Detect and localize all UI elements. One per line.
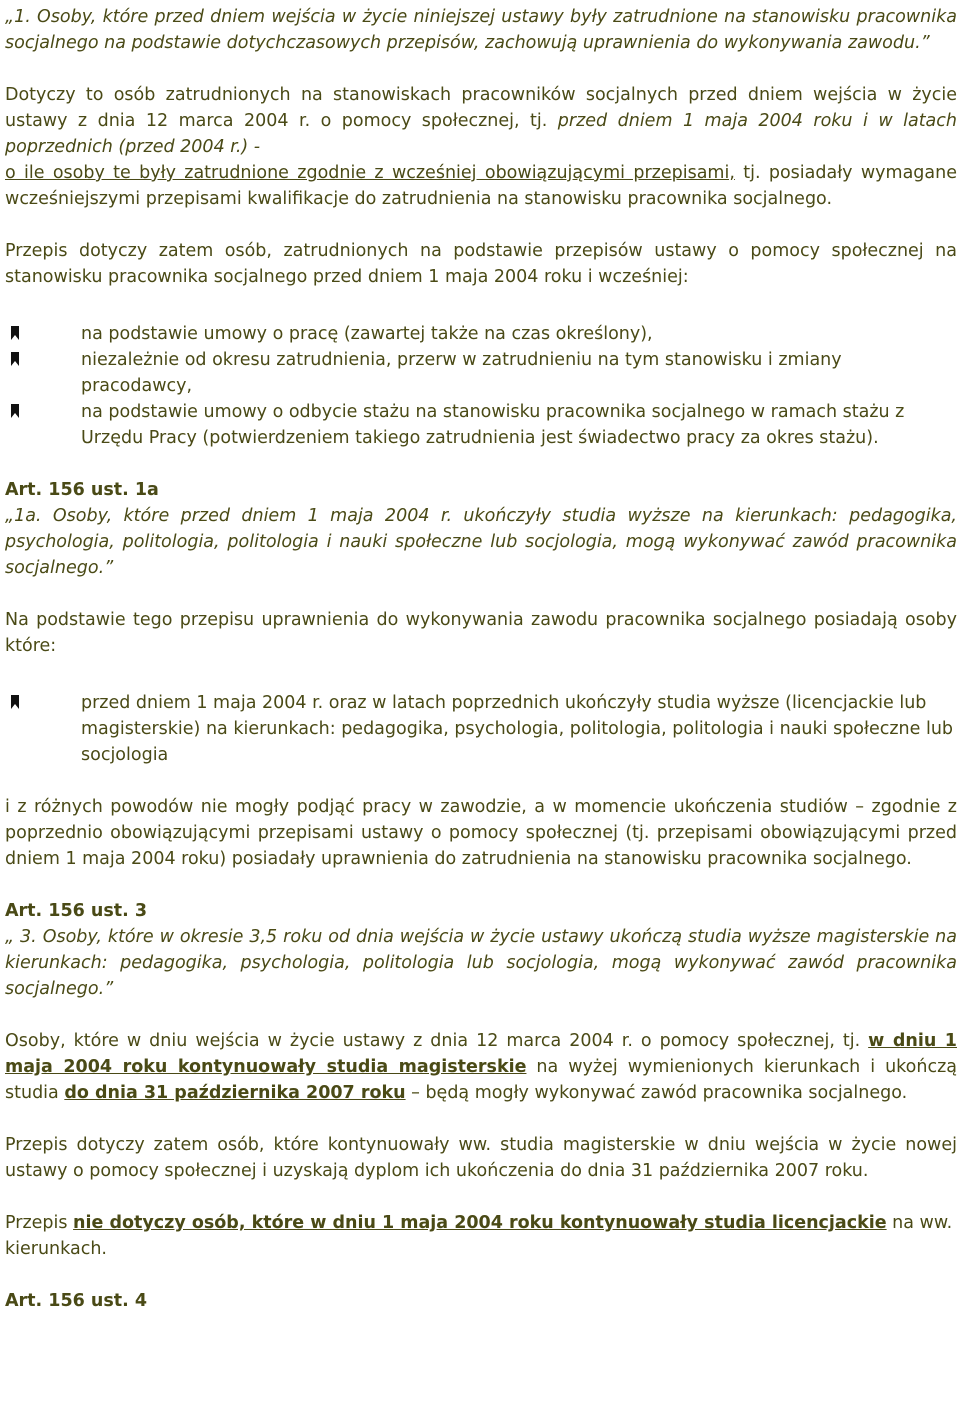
text-fragment: na ww. kierunkach. (5, 1213, 953, 1259)
list-item (5, 321, 957, 347)
bullet-icon (10, 404, 20, 418)
paragraph-explanation-1 (5, 82, 957, 212)
article-heading-1a: Art. 156 ust. 1a (5, 480, 159, 500)
bold-underlined-fragment: do dnia 31 października 2007 roku (64, 1083, 406, 1103)
paragraph-explanation-4: i z różnych powodów nie mogły podjąć pracy w zawodzie, a w momencie ukończenia studiów – zgodnie z poprzednio obowiązującymi przepisami ustawy o pomocy społecznej (tj. przepisami obowiązującymi przed dniem 1 maja 2004 roku) posiadały uprawnienia do zatrudnienia na stanowisku pracownika socjalnego. (5, 797, 957, 869)
text-fragment: na wyżej wymienionych kierunkach i ukończą studia (5, 1057, 957, 1103)
list-item-text: na podstawie umowy o odbycie stażu na stanowisku pracownika socjalnego w ramach stażu z Urzędu Pracy (potwierdzeniem takiego zatrudnienia jest świadectwo pracy za okres stażu). (81, 402, 905, 448)
document-page (5, 4, 957, 1314)
quote-art-156-ust-1a: „1a. Osoby, które przed dniem 1 maja 2004 r. ukończyły studia wyższe na kierunkach: pedagogika, psychologia, politologia, politologia i nauki społeczne lub socjologia, mogą wykonywać zawód pracownika socjalnego.” (5, 506, 957, 578)
list-item (5, 347, 957, 399)
bold-underlined-fragment: w dniu 1 maja 2004 roku kontynuowały studia magisterskie (5, 1031, 957, 1077)
quote-art-156-ust-1: „1. Osoby, które przed dniem wejścia w życie niniejszej ustawy były zatrudnione na stanowisku pracownika socjalnego na podstawie dotychczasowych przepisów, zachowują uprawnienia do wykonywania zawodu.” (5, 7, 957, 53)
list-item (5, 399, 957, 451)
list-item-text: na podstawie umowy o pracę (zawartej także na czas określony), (81, 324, 653, 344)
text-fragment: Dotyczy to osób zatrudnionych na stanowiskach pracowników socjalnych przed dniem wejścia w życie ustawy z dnia 12 marca 2004 r. o pomocy społecznej, tj. (5, 85, 957, 131)
paragraph-explanation-7 (5, 1210, 957, 1262)
bullet-icon (10, 352, 20, 366)
bullet-list-1 (5, 321, 957, 451)
text-fragment: – będą mogły wykonywać zawód pracownika socjalnego. (405, 1083, 908, 1103)
underlined-fragment: o ile osoby te były zatrudnione zgodnie z wcześniej obowiązującymi przepisami, (5, 163, 735, 183)
italic-fragment: przed dniem 1 maja 2004 roku i w latach poprzednich (przed 2004 r.) - (5, 111, 957, 157)
text-fragment: Przepis (5, 1213, 74, 1233)
quote-art-156-ust-3: „ 3. Osoby, które w okresie 3,5 roku od dnia wejścia w życie ustawy ukończą studia wyższe magisterskie na kierunkach: pedagogika, psychologia, politologia lub socjologia, mogą wykonywać zawód pracownika socjalnego.” (5, 927, 957, 999)
bullet-icon (10, 326, 20, 340)
paragraph-explanation-2: Przepis dotyczy zatem osób, zatrudnionych na podstawie przepisów ustawy o pomocy społecznej na stanowisku pracownika socjalnego przed dniem 1 maja 2004 roku i wcześniej: (5, 241, 957, 287)
list-item-text: niezależnie od okresu zatrudnienia, przerw w zatrudnieniu na tym stanowisku i zmiany pracodawcy, (81, 350, 842, 396)
list-item-text: przed dniem 1 maja 2004 r. oraz w latach poprzednich ukończyły studia wyższe (licencjackie lub magisterskie) na kierunkach: pedagogika, psychologia, politologia, politologia i nauki społeczne lub socjologia (81, 693, 954, 765)
article-heading-3: Art. 156 ust. 3 (5, 901, 148, 921)
text-fragment: tj. posiadały wymagane wcześniejszymi przepisami kwalifikacje do zatrudnienia na stanowisku pracownika socjalnego. (5, 163, 957, 209)
article-heading-4: Art. 156 ust. 4 (5, 1291, 148, 1311)
bullet-list-2 (5, 690, 957, 768)
paragraph-explanation-5 (5, 1028, 957, 1106)
bullet-icon (10, 695, 20, 709)
paragraph-explanation-3: Na podstawie tego przepisu uprawnienia do wykonywania zawodu pracownika socjalnego posiadają osoby które: (5, 610, 957, 656)
list-item (5, 690, 957, 768)
text-fragment: Osoby, które w dniu wejścia w życie ustawy z dnia 12 marca 2004 r. o pomocy społecznej, tj. (5, 1031, 869, 1051)
paragraph-explanation-6: Przepis dotyczy zatem osób, które kontynuowały ww. studia magisterskie w dniu wejścia w życie nowej ustawy o pomocy społecznej i uzyskają dyplom ich ukończenia do dnia 31 października 2007 roku. (5, 1135, 957, 1181)
bold-underlined-fragment: nie dotyczy osób, które w dniu 1 maja 2004 roku kontynuowały studia licencjackie (73, 1213, 887, 1233)
